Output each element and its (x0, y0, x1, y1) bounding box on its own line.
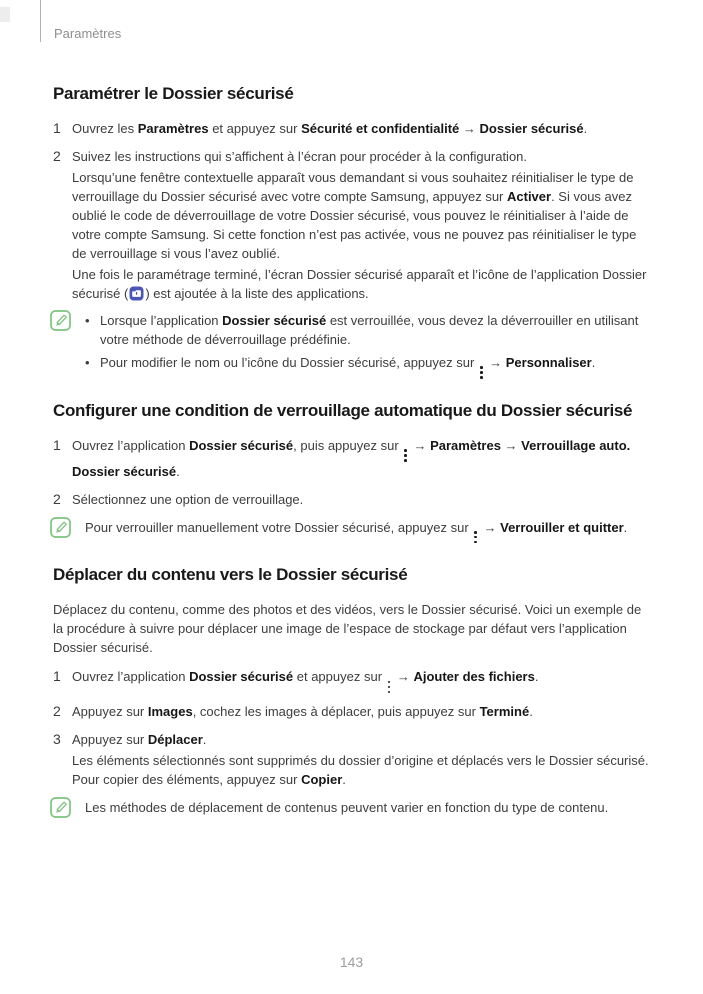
paragraph (72, 265, 651, 303)
text-segment: → (459, 121, 480, 136)
step-number: 1 (53, 436, 61, 453)
text-segment: Sélectionnez une option de verrouillage. (72, 491, 304, 507)
bold-text: Dossier sécurisé (189, 669, 294, 685)
text-segment: . (623, 519, 628, 535)
note-bullet (85, 353, 651, 379)
bold-text: Dossier sécurisé (479, 121, 584, 136)
step-text (72, 490, 651, 509)
note-icon-column (50, 309, 85, 379)
text-segment: → (393, 669, 414, 685)
text-segment: . (202, 732, 207, 748)
text-segment: Pour verrouiller manuellement votre Dossier sécurisé, appuyez sur (85, 519, 473, 535)
pencil-note-icon (50, 797, 85, 818)
bold-text: Activer (507, 189, 552, 204)
text-segment: . (534, 669, 539, 685)
bold-text: Verrouiller et quitter (500, 519, 624, 535)
step-text (72, 667, 651, 693)
bold-text: Paramètres (430, 437, 501, 453)
section-intro (53, 600, 651, 657)
text-segment: Appuyez sur (72, 704, 148, 720)
step-item (53, 730, 651, 789)
step-text (72, 436, 651, 481)
page-content (53, 78, 651, 818)
vertical-ellipsis-menu-icon (404, 449, 407, 461)
text-segment: et appuyez sur (293, 669, 386, 685)
note-body (85, 309, 651, 379)
step-line (72, 147, 651, 166)
text-segment: → (485, 355, 506, 370)
bold-text: Ajouter des fichiers (413, 669, 535, 685)
text-segment: Déplacez du contenu, comme des photos et des vidéos, vers le Dossier sécurisé. Voici un exemple de la procédure à suivre pour déplacer une image de l’espace de stockage par défaut vers l’application Dossier sécurisé. (53, 602, 642, 656)
note-bullet (85, 311, 651, 349)
step-item (53, 702, 651, 721)
text-segment: → (479, 519, 501, 535)
text-segment: ) est ajoutée à la liste des applications. (145, 286, 369, 301)
step-item (53, 147, 651, 303)
note-text (85, 516, 651, 544)
text-segment: → (500, 437, 522, 453)
text-segment: Les éléments sélectionnés sont supprimés du dossier d’origine et déplacés vers le Dossier sécurisé. Pour copier des éléments, appuyez sur (72, 753, 649, 788)
step-paragraphs (72, 168, 651, 303)
step-item (53, 436, 651, 481)
page-number: 143 (339, 954, 364, 970)
step-list (53, 436, 651, 509)
text-segment: Appuyez sur (72, 732, 148, 748)
bold-text: Dossier sécurisé (189, 437, 294, 453)
step-text (72, 730, 651, 789)
bullet-marker: • (85, 313, 90, 328)
header-divider-line (40, 0, 41, 42)
pencil-note-icon (50, 517, 85, 538)
bold-text: Dossier sécurisé (222, 313, 327, 328)
bold-text: Terminé (479, 704, 530, 720)
vertical-ellipsis-menu-icon (480, 366, 483, 378)
step-number: 3 (53, 731, 61, 748)
text-segment: Pour modifier le nom ou l’icône du Dossier sécurisé, appuyez sur (100, 355, 478, 370)
text-segment: , puis appuyez sur (293, 437, 403, 453)
text-segment: . (591, 355, 596, 370)
text-segment: , cochez les images à déplacer, puis appuyez sur (192, 704, 480, 720)
step-number: 1 (53, 120, 61, 136)
note-icon-column (50, 516, 85, 544)
text-segment: et appuyez sur (208, 121, 302, 136)
bold-text: Images (147, 704, 193, 720)
pencil-note-icon (50, 310, 85, 331)
breadcrumb: Paramètres (54, 26, 122, 41)
secure-folder-app-icon (129, 286, 144, 301)
text-segment: . (529, 704, 533, 720)
bullet-marker: • (85, 355, 90, 370)
bold-text: Déplacer (147, 732, 203, 748)
text-segment: Ouvrez l’application (72, 437, 190, 453)
step-item (53, 490, 651, 509)
step-item (53, 119, 651, 138)
text-segment: . Si vous avez oublié le code de déverrouillage de votre Dossier sécurisé, vous pouvez le réinitialiser à l’aide de votre compte Samsung. Si cette fonction n’est pas activée, vous ne pouvez pas réinitialiser le type de verrouillage si vous l’avez oublié. (72, 189, 637, 261)
text-segment: Ouvrez les (72, 121, 138, 136)
text-segment: Lorsque l’application (100, 313, 223, 328)
section-title: Déplacer du contenu vers le Dossier sécurisé (53, 565, 408, 585)
text-segment: → (409, 437, 431, 453)
note (53, 309, 651, 379)
text-segment: . (176, 463, 180, 479)
bold-text: Copier (301, 772, 343, 788)
text-segment: est verrouillée, vous devez la déverrouiller en utilisant votre méthode de déverrouillage prédéfinie. (100, 313, 639, 347)
text-segment: Lorsqu’une fenêtre contextuelle apparaît vous demandant si vous souhaitez réinitialiser le type de verrouillage du Dossier sécurisé avec votre compte Samsung, appuyez sur (72, 170, 634, 204)
note (53, 516, 651, 544)
text-segment: . (342, 772, 346, 788)
bold-text: Verrouillage auto. Dossier sécurisé (72, 437, 631, 479)
bold-text: Paramètres (137, 121, 209, 136)
vertical-ellipsis-menu-icon (388, 681, 391, 693)
text-segment: Suivez les instructions qui s’affichent à l’écran pour procéder à la configuration. (72, 149, 528, 164)
step-number: 1 (53, 668, 61, 685)
paragraph (72, 751, 651, 789)
paragraph (72, 168, 651, 263)
step-list (53, 119, 651, 303)
text-segment: . (583, 121, 588, 136)
text-segment: Une fois le paramétrage terminé, l’écran Dossier sécurisé apparaît et l’icône de l’application Dossier sécurisé ( (72, 267, 647, 301)
vertical-ellipsis-menu-icon (474, 531, 477, 543)
note (53, 796, 651, 818)
bold-text: Personnaliser (505, 355, 592, 370)
section-title: Paramétrer le Dossier sécurisé (53, 84, 294, 103)
note-icon-column (50, 796, 85, 818)
step-list (53, 667, 651, 789)
page-corner-artifact (0, 7, 10, 22)
note-text (85, 796, 651, 818)
step-paragraphs (72, 751, 651, 789)
text-segment: Ouvrez l’application (72, 669, 190, 685)
step-number: 2 (53, 490, 61, 507)
bold-text: Sécurité et confidentialité (301, 121, 460, 136)
step-text (72, 702, 651, 721)
step-text (72, 147, 651, 303)
note-bullet-text (100, 353, 651, 379)
step-number: 2 (53, 703, 61, 720)
section-title: Configurer une condition de verrouillage automatique du Dossier sécurisé (53, 400, 633, 420)
step-number: 2 (53, 148, 61, 164)
text-segment: Les méthodes de déplacement de contenus peuvent varier en fonction du type de contenu. (85, 800, 609, 816)
step-line (72, 730, 651, 749)
step-item (53, 667, 651, 693)
step-text (72, 119, 651, 138)
note-bullet-text (100, 311, 651, 349)
